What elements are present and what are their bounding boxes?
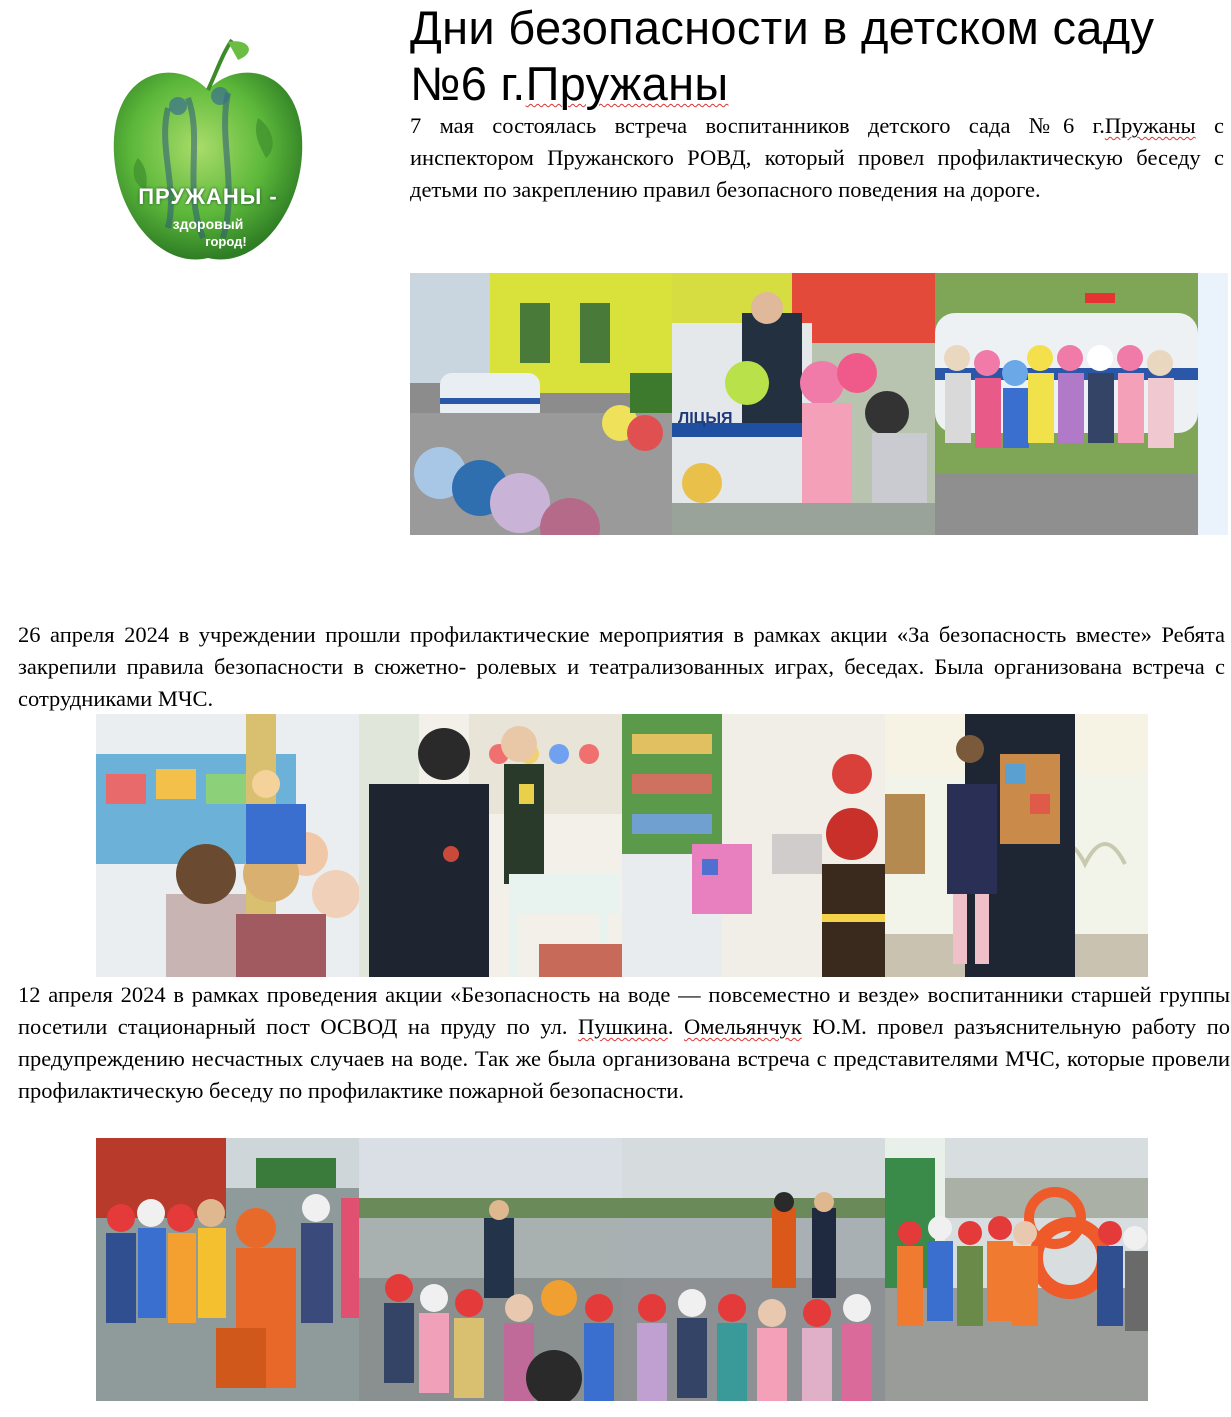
- p3-text-c: Ю.М. провел разъяснительную работу по предупреждению несчастных случаев на воде. Так же была организована встреча с представителями МЧС, которые провели профилактическую беседу по профилактике пожарной безопасности.: [18, 1014, 1231, 1103]
- p1-town: Пружаны: [1104, 113, 1196, 138]
- photo-strip-emergency: [96, 714, 1148, 977]
- logo-line2: здоровый: [172, 216, 244, 232]
- p3-street: Пушкина: [577, 1014, 668, 1039]
- page-title: [410, 0, 1225, 112]
- photo-strip-traffic: [410, 273, 1198, 535]
- paragraph-safety-together: 26 апреля 2024 в учреждении прошли профилактические мероприятия в рамках акции «За безопасность вместе» Ребята закрепили правила безопасности в сюжетно- ролевых и театрализованных играх, беседах. Была организована встреча с сотрудниками МЧС.: [18, 622, 1225, 711]
- photo-firefighter-costume: [622, 714, 885, 977]
- photo-rescuer-by-pond: [622, 1138, 885, 1401]
- p1-text-b: с инспектором Пружанского РОВД, который провел профилактическую беседу с детьми по закреплению правил безопасного поведения на дороге.: [410, 113, 1224, 202]
- photo-girl-with-picture: [885, 714, 1148, 977]
- logo-pruzhany: [108, 38, 308, 274]
- logo-line1: ПРУЖАНЫ -: [138, 184, 278, 209]
- title-text: Дни безопасности в детском саду №6 г.: [410, 1, 1155, 110]
- photo-lifebuoy-group: [885, 1138, 1148, 1401]
- p1-text-a: 7 мая состоялась встреча воспитанников детского сада №6 г.: [410, 113, 1105, 138]
- photo-children-police-car-yard: [410, 273, 672, 535]
- p3-text-b: .: [667, 1014, 684, 1039]
- p3-text-a: 12 апреля 2024 в рамках проведения акции «Безопасность на воде — повсеместно и везде» воспитанники старшей группы посетили стационарный пост ОСВОД на пруду по ул.: [18, 982, 1230, 1039]
- paragraph-water-safety: [18, 979, 1230, 1107]
- photo-shore-officer: [359, 1138, 622, 1401]
- photo-children-lineup-car: [935, 273, 1198, 535]
- p3-surname: Омельянчук: [683, 1014, 802, 1039]
- photo-police-sign: ЛІЦЫЯ: [678, 410, 733, 427]
- photo-strip-water: [96, 1138, 1148, 1401]
- photo-children-board: [96, 714, 359, 977]
- photo-rescuer-suit: [96, 1138, 359, 1401]
- title-town: Пружаны: [525, 57, 729, 110]
- photo-officer-car-door: [672, 273, 935, 535]
- page-edge: [1198, 273, 1228, 535]
- photo-officer-with-children: [359, 714, 622, 977]
- logo-line3: город!: [205, 234, 247, 249]
- paragraph-traffic-safety: [410, 110, 1224, 206]
